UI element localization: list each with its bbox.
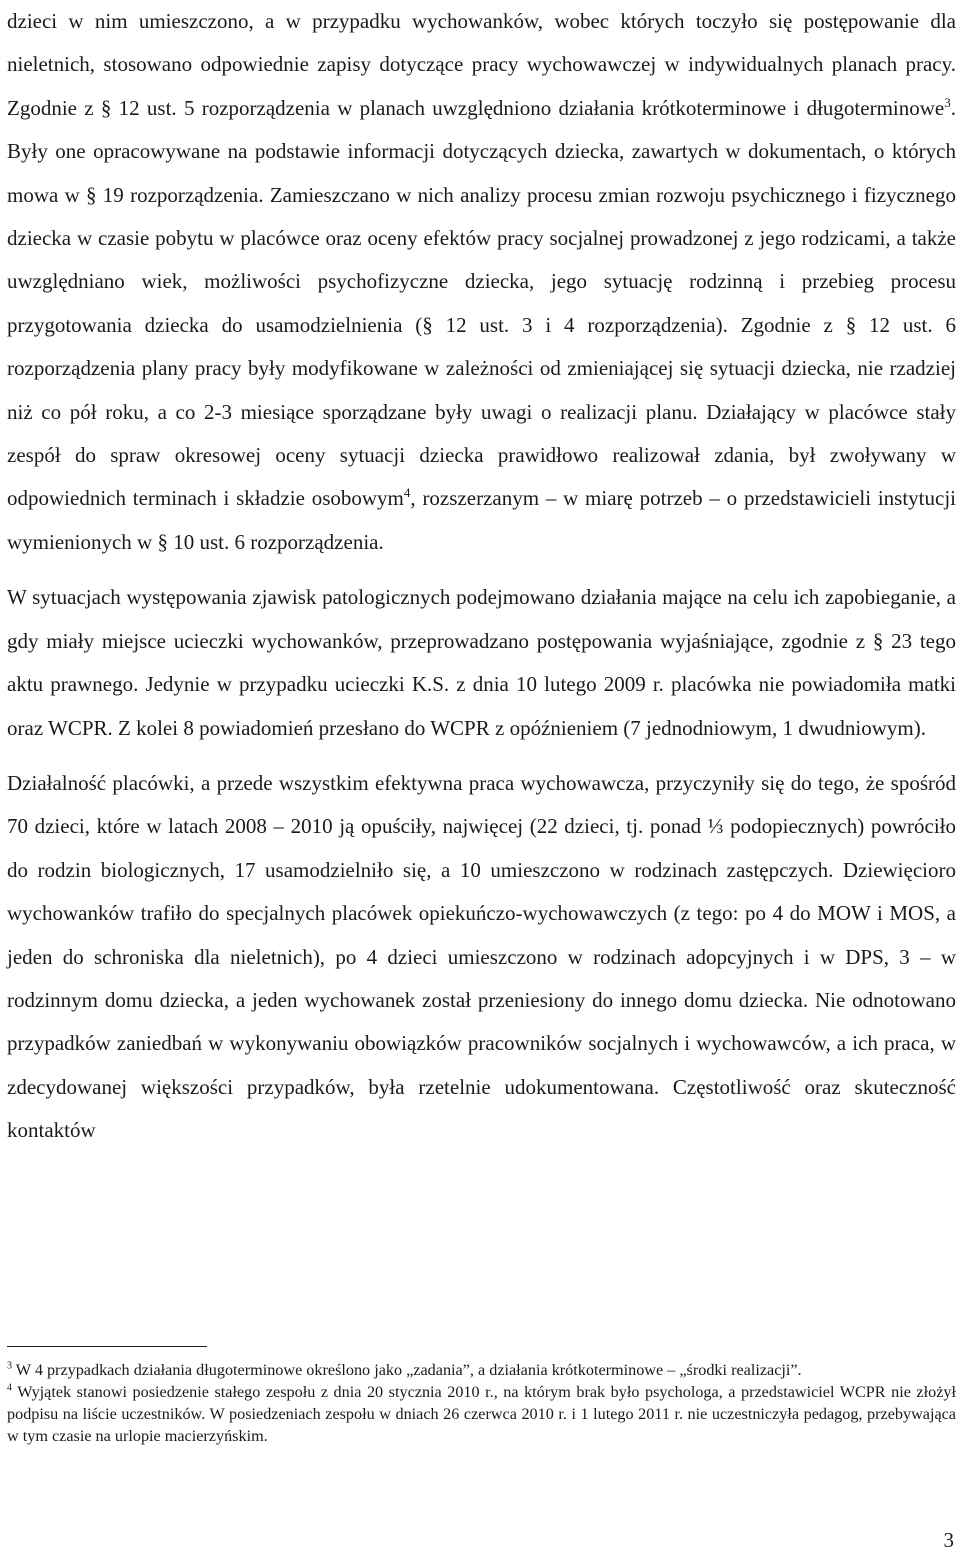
page-number: 3 — [943, 1528, 954, 1552]
footnote-4 — [7, 1381, 956, 1447]
footnote-reference: 4 — [403, 485, 411, 501]
paragraph — [7, 762, 956, 1153]
text-run: Działalność placówki, a przede wszystkim efektywna praca wychowawcza, przyczyniły się do tego, że spośród 70 dzieci, które w latach 2008 – 2010 ją opuściły, najwięcej (22 dzieci, tj. ponad ⅓ podopiecznych) powróciło do rodzin biologicznych, 17 usamodzielniło się, a 10 umieszczono w rodzinach zastępczych. Dziewięcioro wychowanków trafiło do specjalnych placówek opiekuńczo-wychowawczych (z tego: po 4 do MOW i MOS, a jeden do schroniska dla nieletnich), po 4 dzieci umieszczono w rodzinach adopcyjnych i w DPS, 3 – w rodzinnym domu dziecka, a jeden wychowanek został przeniesiony do innego domu dziecka. Nie odnotowano przypadków zaniedbań w wykonywaniu obowiązków pracowników socjalnych i wychowawców, a ich praca, w zdecydowanej większości przypadków, była rzetelnie udokumentowana. Częstotliwość oraz skuteczność kontaktów — [7, 770, 956, 1143]
footnote-3 — [7, 1359, 956, 1381]
footnote-separator — [7, 1346, 207, 1347]
paragraph — [7, 0, 956, 564]
footnote-text: Wyjątek stanowi posiedzenie stałego zespołu z dnia 20 stycznia 2010 r., na którym brak było psychologa, a przedstawiciel WCPR nie złożył podpisu na liście uczestników. W posiedzeniach zespołu w dniach 26 czerwca 2010 r. i 1 lutego 2011 r. nie uczestniczyła pedagog, przebywająca w tym czasie na urlopie macierzyńskim. — [7, 1383, 956, 1445]
footnote-text: W 4 przypadkach działania długoterminowe określono jako „zadania”, a działania krótkoterminowe – „środki realizacji”. — [15, 1361, 802, 1379]
footnote-marker: 3 — [7, 1360, 13, 1372]
footnote-marker: 4 — [7, 1382, 13, 1394]
text-run: . Były one opracowywane na podstawie informacji dotyczących dziecka, zawartych w dokumentach, o których mowa w § 19 rozporządzenia. Zamieszczano w nich analizy procesu zmian rozwoju psychicznego i fizycznego dziecka w czasie pobytu w placówce oraz oceny efektów pracy socjalnej prowadzonej z jego rodzicami, a także uwzględniano wiek, możliwości psychofizyczne dziecka, jego sytuację rodzinną i przebieg procesu przygotowania dziecka do usamodzielnienia (§ 12 ust. 3 i 4 rozporządzenia). Zgodnie z § 12 ust. 6 rozporządzenia plany pracy były modyfikowane w zależności od zmieniającej się sytuacji dziecka, nie rzadziej niż co pół roku, a co 2-3 miesiące sporządzane były uwagi o realizacji planu. Działający w placówce stały zespół do spraw okresowej oceny sytuacji dziecka prawidłowo realizował zdania, był zwoływany w odpowiednich terminach i składzie osobowym — [7, 95, 956, 511]
text-run: W sytuacjach występowania zjawisk patologicznych podejmowano działania mające na celu ich zapobieganie, a gdy miały miejsce ucieczki wychowanków, przeprowadzano postępowania wyjaśniające, zgodnie z § 23 tego aktu prawnego. Jedynie w przypadku ucieczki K.S. z dnia 10 lutego 2009 r. placówka nie powiadomiła matki oraz WCPR. Z kolei 8 powiadomień przesłano do WCPR z opóźnieniem (7 jednodniowym, 1 dwudniowym). — [7, 585, 956, 740]
footnotes — [7, 1359, 956, 1447]
text-run: dzieci w nim umieszczono, a w przypadku wychowanków, wobec których toczyło się postępowanie dla nieletnich, stosowano odpowiednie zapisy dotyczące pracy wychowawczej w indywidualnych planach pracy. Zgodnie z § 12 ust. 5 rozporządzenia w planach uwzględniono działania krótkoterminowe i długoterminowe — [7, 9, 956, 120]
paragraph — [7, 576, 956, 750]
text-run: , rozszerzanym – w miarę potrzeb – o przedstawicieli instytucji wymienionych w § 10 ust. 6 rozporządzenia. — [7, 486, 957, 554]
footnote-reference: 3 — [944, 94, 951, 110]
document-page — [7, 0, 956, 1153]
body-text — [7, 0, 956, 1153]
